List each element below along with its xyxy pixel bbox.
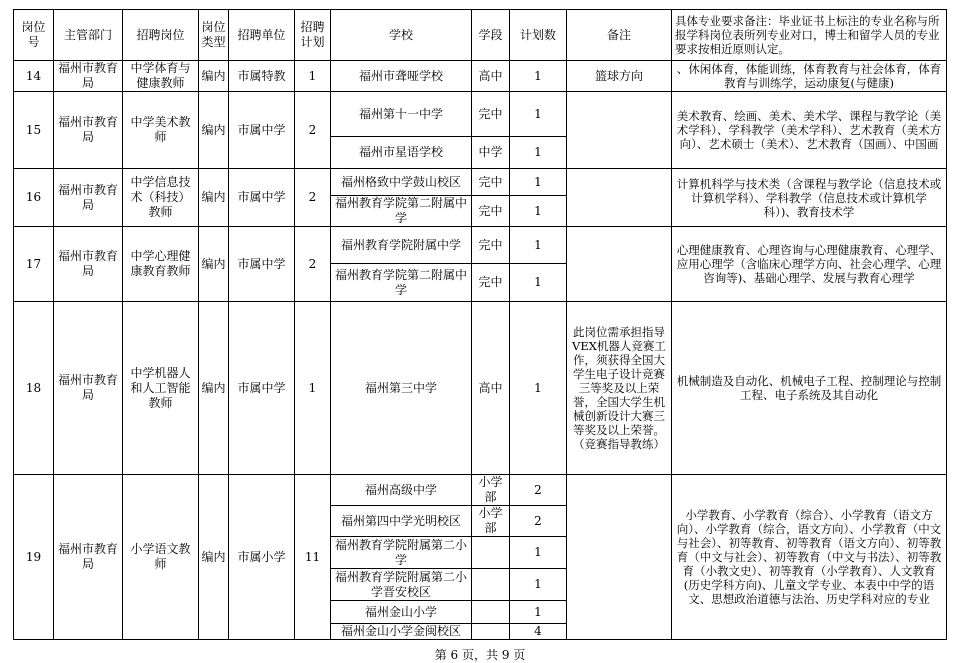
remark: [567, 475, 672, 640]
school: 福州市星语学校: [331, 137, 472, 169]
level: 小学部: [472, 506, 510, 537]
school: 福州第三中学: [331, 302, 472, 475]
unit: 市属中学: [229, 302, 295, 475]
count: 1: [510, 169, 567, 196]
requirements: 心理健康教育、心理咨询与心理健康教育、心理学、应用心理学（含临床心理学方向、社会心理学、心理咨询等)、基础心理学、发展与教育心理学: [672, 227, 947, 302]
count: 4: [510, 624, 567, 640]
count: 2: [510, 475, 567, 506]
plan: 2: [295, 169, 331, 227]
post-type: 编内: [199, 169, 229, 227]
count: 1: [510, 92, 567, 137]
requirements: 美术教育、绘画、美术、美术学、课程与教学论（美术学科）、学科教学（美术学科）、艺术教育（美术方向）、艺术硕士（美术）、艺术教育（国画）、中国画: [672, 92, 947, 169]
table-row: [14, 169, 947, 196]
table-row: [14, 92, 947, 137]
requirements: 、休闲体育，体能训练，体育教育与社会体育，体育教育与训练学，运动康复(与健康): [672, 61, 947, 92]
level: 完中: [472, 227, 510, 264]
level: 中学: [472, 137, 510, 169]
post-type: 编内: [199, 227, 229, 302]
level: [472, 537, 510, 569]
header-requirements: 具体专业要求备注：毕业证书上标注的专业名称与所报学科岗位表所列专业对口，博士和留学人员的专业要求按相近原则认定。: [672, 10, 947, 61]
header-post: 招聘岗位: [123, 10, 199, 61]
level: 高中: [472, 61, 510, 92]
requirements: 机械制造及自动化、机械电子工程、控制理论与控制工程、电子系统及其自动化: [672, 302, 947, 475]
plan: 1: [295, 302, 331, 475]
header-plan: 招聘计划: [295, 10, 331, 61]
unit: 市属小学: [229, 475, 295, 640]
unit: 市属中学: [229, 227, 295, 302]
table-row: [14, 302, 947, 475]
header-post-type: 岗位类型: [199, 10, 229, 61]
header-unit: 招聘单位: [229, 10, 295, 61]
school: 福州教育学院附属第二小学: [331, 537, 472, 569]
table-row: [14, 227, 947, 264]
post-no: 15: [14, 92, 54, 169]
post-no: 16: [14, 169, 54, 227]
dept: 福州市教育局: [54, 227, 123, 302]
dept: 福州市教育局: [54, 169, 123, 227]
unit: 市属中学: [229, 169, 295, 227]
remark: 此岗位需承担指导VEX机器人竞赛工作，须获得全国大学生电子设计竞赛三等奖及以上荣誉，全国大学生机械创新设计大赛三等奖及以上荣誉。（竞赛指导教练）: [567, 302, 672, 475]
remark: [567, 92, 672, 169]
header-dept: 主管部门: [54, 10, 123, 61]
post-no: 17: [14, 227, 54, 302]
unit: 市属中学: [229, 92, 295, 169]
post: 中学信息技术（科技）教师: [123, 169, 199, 227]
header-level: 学段: [472, 10, 510, 61]
remark: [567, 227, 672, 302]
count: 1: [510, 302, 567, 475]
post: 中学体育与健康教师: [123, 61, 199, 92]
table-row: [14, 475, 947, 506]
page-footer: 第 6 页，共 9 页: [434, 648, 526, 662]
school: 福州高级中学: [331, 475, 472, 506]
level: 高中: [472, 302, 510, 475]
post-no: 14: [14, 61, 54, 92]
remark: 篮球方向: [567, 61, 672, 92]
post: 中学心理健康教育教师: [123, 227, 199, 302]
header-post-no: 岗位号: [14, 10, 54, 61]
table-row: [14, 61, 947, 92]
requirements: 小学教育、小学教育（综合）、小学教育（语文方向）、小学教育（综合，语文方向）、小学教育（中文与社会）、初等教育、初等教育（语文方向）、初等教育（中文与社会）、初等教育（中文与书法）、初等教育（小教文史）、初等教育（小学教育）、人文教育(历史学科方向)、儿童文学专业、本表中中学的语文、思想政治道德与法治、历史学科对应的专业: [672, 475, 947, 640]
count: 1: [510, 196, 567, 227]
count: 1: [510, 227, 567, 264]
count: 1: [510, 537, 567, 569]
plan: 11: [295, 475, 331, 640]
header-row: [14, 10, 947, 61]
dept: 福州市教育局: [54, 475, 123, 640]
school: 福州教育学院附属第二小学晋安校区: [331, 569, 472, 601]
dept: 福州市教育局: [54, 61, 123, 92]
plan: 1: [295, 61, 331, 92]
school: 福州市聋哑学校: [331, 61, 472, 92]
post-no: 18: [14, 302, 54, 475]
count: 1: [510, 264, 567, 302]
school: 福州金山小学: [331, 601, 472, 624]
dept: 福州市教育局: [54, 92, 123, 169]
level: [472, 569, 510, 601]
school: 福州第四中学光明校区: [331, 506, 472, 537]
level: 完中: [472, 196, 510, 227]
header-remark: 备注: [567, 10, 672, 61]
dept: 福州市教育局: [54, 302, 123, 475]
post: 中学机器人和人工智能教师: [123, 302, 199, 475]
school: 福州教育学院第二附属中学: [331, 264, 472, 302]
level: 完中: [472, 92, 510, 137]
school: 福州教育学院附属中学: [331, 227, 472, 264]
post-no: 19: [14, 475, 54, 640]
requirements: 计算机科学与技术类（含课程与教学论（信息技术或计算机学科）、学科教学（信息技术或计算机学科）)、教育技术学: [672, 169, 947, 227]
header-school: 学校: [331, 10, 472, 61]
post-type: 编内: [199, 302, 229, 475]
header-count: 计划数: [510, 10, 567, 61]
unit: 市属特教: [229, 61, 295, 92]
post-type: 编内: [199, 475, 229, 640]
post: 中学美术教师: [123, 92, 199, 169]
school: 福州教育学院第二附属中学: [331, 196, 472, 227]
level: 完中: [472, 264, 510, 302]
level: 小学部: [472, 475, 510, 506]
remark: [567, 169, 672, 227]
recruitment-table: [13, 9, 947, 640]
school: 福州第十一中学: [331, 92, 472, 137]
level: [472, 601, 510, 624]
count: 1: [510, 137, 567, 169]
count: 1: [510, 569, 567, 601]
count: 2: [510, 506, 567, 537]
plan: 2: [295, 92, 331, 169]
post-type: 编内: [199, 61, 229, 92]
count: 1: [510, 601, 567, 624]
count: 1: [510, 61, 567, 92]
post-type: 编内: [199, 92, 229, 169]
level: [472, 624, 510, 640]
plan: 2: [295, 227, 331, 302]
post: 小学语文教师: [123, 475, 199, 640]
school: 福州金山小学金闽校区: [331, 624, 472, 640]
school: 福州格致中学鼓山校区: [331, 169, 472, 196]
level: 完中: [472, 169, 510, 196]
